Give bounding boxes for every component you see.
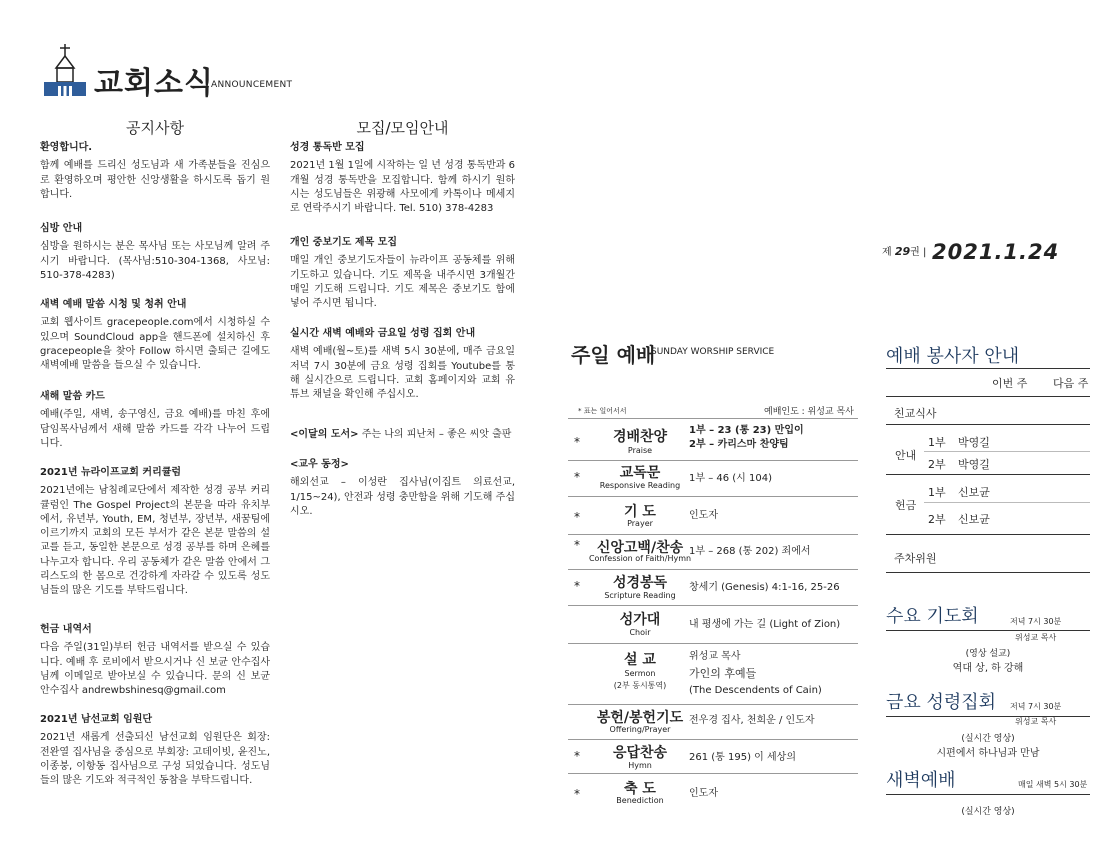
order-name: 설 교 <box>624 652 656 668</box>
notice-item <box>40 141 270 202</box>
guide-name: 박영길 <box>958 436 990 449</box>
order-content: (The Descendents of Cain) <box>689 685 822 696</box>
order-content: 1부 – 46 (시 104) <box>689 473 773 484</box>
notice-title: 환영합니다. <box>40 142 93 153</box>
service-title: 주일 예배 <box>571 343 656 367</box>
recruit-title: <교우 동정> <box>290 459 349 470</box>
order-content: 1부 – 23 (통 23) 만입이 <box>689 425 804 436</box>
order-row <box>568 535 858 570</box>
order-eng: Praise <box>627 446 653 455</box>
stand-marker: * <box>574 787 580 801</box>
volunteers-divider <box>886 368 1090 369</box>
book-of-month-label: <이달의 도서> <box>290 429 359 440</box>
notice-title: 심방 안내 <box>40 223 83 234</box>
church-logo <box>42 42 88 98</box>
notice-title: 새벽 예배 말씀 시청 및 청취 안내 <box>40 299 187 310</box>
friday-note: (실시간 영상) <box>961 734 1015 744</box>
order-content: 1부 – 268 (통 202) 죄에서 <box>689 546 811 557</box>
issue-label: 제 <box>882 247 892 258</box>
order-content: 2부 – 카리스마 찬양팀 <box>689 439 789 450</box>
recruit-item <box>290 141 515 216</box>
order-content: 인도자 <box>689 788 718 799</box>
notice-body: 다음 주일(31일)부터 헌금 내역서를 받으실 수 있습니다. 예배 후 로비에서 받으시거나 신 보균 안수집사님께 이메일로 받아보실 수 있습니다. 문의 신 보균 안수집사 andrewbshinesq@gmail.com <box>40 642 270 697</box>
order-eng: Benediction <box>616 796 664 805</box>
church-icon <box>42 42 88 98</box>
order-name: 축 도 <box>624 781 656 797</box>
order-eng: Hymn <box>628 761 652 770</box>
volunteers-subdivider <box>924 502 1090 503</box>
order-content: 위성교 목사 <box>689 651 741 662</box>
volunteers-divider <box>886 474 1090 475</box>
order-content: 261 (통 195) 이 세상의 <box>689 752 796 763</box>
notice-title: 헌금 내역서 <box>40 624 92 635</box>
issue-volume: 29 <box>894 245 911 258</box>
order-row <box>568 774 858 811</box>
order-content: 전우경 집사, 천희운 / 인도자 <box>689 715 815 726</box>
offering-name: 신보균 <box>958 513 990 526</box>
notice-item <box>40 298 270 373</box>
order-eng: Scripture Reading <box>604 591 676 600</box>
friday-title-text: 금요 성령집회 <box>886 692 997 713</box>
stand-marker: * <box>574 538 580 552</box>
order-row <box>568 644 858 705</box>
notice-body: 예배(주일, 새벽, 송구영신, 금요 예배)를 마친 후에 담임목사님께서 새해 말씀 카드를 각각 나누어 드립니다. <box>40 409 270 449</box>
offering-name: 신보균 <box>958 486 990 499</box>
recruit-item <box>290 327 515 402</box>
recruit-title: 성경 통독반 모집 <box>290 142 365 153</box>
order-eng: Prayer <box>627 519 653 528</box>
col-this-week: 이번 주 <box>992 377 1028 390</box>
order-name: 봉헌/봉헌기도 <box>596 710 684 726</box>
order-eng: Choir <box>629 628 651 637</box>
recruit-item <box>290 428 515 442</box>
notice-item <box>40 466 270 599</box>
issue-number <box>882 243 926 258</box>
recruit-heading: 모집/모임안내 <box>356 119 449 137</box>
dawn-time: 매일 새벽 5시 30분 <box>1018 780 1088 789</box>
order-name: 응답찬송 <box>612 745 668 761</box>
order-eng: Offering/Prayer <box>609 725 671 734</box>
service-subtitle: SUNDAY WORSHIP SERVICE <box>651 347 775 357</box>
offering-part: 2부 <box>928 513 946 526</box>
recruit-body: 매일 개인 중보기도자들이 뉴라이프 공동체를 위해 기도하고 있습니다. 기도 제목을 내주시면 3개월간 매일 기도해 드립니다. 기도 제목은 중보기도 함에 넣어 주시면 됩니다. <box>290 255 515 310</box>
order-name: 경배찬양 <box>612 429 668 445</box>
book-of-month-text: 주는 나의 피난처 – 좋은 씨앗 출판 <box>361 429 512 440</box>
page-subtitle: ANNOUNCEMENT <box>211 80 293 90</box>
notice-item <box>40 222 270 283</box>
volunteers-divider <box>886 424 1090 425</box>
stand-marker: * <box>574 470 580 484</box>
col-next-week: 다음 주 <box>1053 377 1089 390</box>
notice-item <box>40 623 270 698</box>
order-eng: Responsive Reading <box>599 481 681 490</box>
guide-name: 박영길 <box>958 458 990 471</box>
wednesday-title-text: 수요 기도회 <box>886 606 979 627</box>
service-stand-note: * 표는 일어서서 <box>578 407 627 415</box>
friday-content: 시편에서 하나님과 만남 <box>936 748 1040 759</box>
issue-suffix: 권 | <box>910 247 927 258</box>
order-row <box>568 606 858 644</box>
order-row <box>568 461 858 497</box>
recruit-body: 새벽 예배(월~토)를 새벽 5시 30분에, 매주 금요일 저녁 7시 30분에 금요 성령 집회를 Youtube를 통해 실시간으로 드립니다. 교회 홈페이지와 교회 유튜브 채널을 확인해 주십시오. <box>290 346 515 401</box>
order-row <box>568 570 858 606</box>
order-content: 내 평생에 가는 길 (Light of Zion) <box>689 619 841 630</box>
stand-marker: * <box>574 579 580 593</box>
volunteers-divider <box>886 572 1090 573</box>
dawn-title-text: 새벽예배 <box>886 770 956 791</box>
recruit-title: 개인 중보기도 제목 모집 <box>290 237 398 248</box>
volunteers-title: 예배 봉사자 안내 <box>886 346 1020 367</box>
order-row <box>568 419 858 461</box>
recruit-title: 실시간 새벽 예배와 금요일 성령 집회 안내 <box>290 328 476 339</box>
notice-body: 심방을 원하시는 분은 목사님 또는 사모님께 알려 주시기 바랍니다. (목사님:510-304-1368, 사모님: 510-378-4283) <box>40 241 270 281</box>
fellowship-label: 친교식사 <box>894 407 937 420</box>
notices-heading: 공지사항 <box>126 119 184 137</box>
wednesday-content: 역대 상, 하 강해 <box>952 663 1024 674</box>
offering-part: 1부 <box>928 486 946 499</box>
guide-part: 2부 <box>928 458 946 471</box>
guide-label: 안내 <box>895 449 917 462</box>
order-eng: Sermon <box>624 669 656 678</box>
order-row <box>568 740 858 774</box>
order-name: 성경봉독 <box>612 575 668 591</box>
notice-title: 2021년 남선교회 임원단 <box>40 714 153 725</box>
notice-item <box>40 390 270 451</box>
notice-title: 2021년 뉴라이프교회 커리큘럼 <box>40 467 182 478</box>
order-name: 신앙고백/찬송 <box>596 540 684 556</box>
page-title: 교회소식 <box>94 66 214 101</box>
service-leader: 예배인도 : 위성교 목사 <box>764 407 854 417</box>
volunteers-divider <box>886 534 1090 535</box>
wednesday-time: 저녁 7시 30분 <box>1010 617 1062 626</box>
notice-body: 2021년에는 남침례교단에서 제작한 성경 공부 커리큘럼인 The Gospel Project의 본문을 따라 유치부에서, 유년부, Youth, EM, 청년부, 장년부, 새꿈팀에 이르기까지 교회의 모든 부서가 같은 본문 말씀의 설교를 듣고, 동일한 본문으로 성경 공부를 하며 은혜를 나누고자 합니다. 우리 공동체가 같은 말씀 안에서 그리스도의 한 몸으로 건강하게 자라갈 수 있도록 성도님들의 많은 기도를 부탁드립니다. <box>40 485 270 597</box>
order-eng-note: (2부 동시통역) <box>613 681 667 690</box>
order-content: 창세기 (Genesis) 4:1-16, 25-26 <box>689 582 840 593</box>
parking-label: 주차위원 <box>894 552 937 565</box>
order-name: 성가대 <box>619 612 661 628</box>
wednesday-note: (영상 설교) <box>965 649 1011 659</box>
offering-label: 헌금 <box>895 499 917 512</box>
friday-leader: 위성교 목사 <box>1015 717 1057 726</box>
notice-body: 함께 예배를 드리신 성도님과 새 가족분들을 진심으로 환영하오며 평안한 신앙생활을 하시도록 돕기 원합니다. <box>40 160 270 200</box>
notice-title: 새해 말씀 카드 <box>40 391 105 402</box>
wednesday-leader: 위성교 목사 <box>1015 633 1057 642</box>
recruit-body: 2021년 1월 1일에 시작하는 일 년 성경 통독반과 6개월 성경 통독반을 모집합니다. 함께 하시기 원하시는 성도님들은 위광해 사모에게 카톡이나 메세지로 연락주시기 바랍니다. Tel. 510) 378-4283 <box>290 160 515 215</box>
order-row <box>568 705 858 740</box>
volunteers-subdivider <box>924 451 1090 452</box>
stand-marker: * <box>574 435 580 449</box>
bulletin-date: 2021.1.24 <box>932 240 1060 264</box>
recruit-body: 해외선교 – 이성란 집사님(이집트 의료선교, 1/15~24), 안전과 성령 충만함을 위해 기도해 주십시오. <box>290 477 515 517</box>
order-content: 가인의 후예들 <box>689 667 757 680</box>
dawn-note: (실시간 영상) <box>961 807 1015 817</box>
notice-body: 교회 웹사이트 gracepeople.com에서 시청하실 수 있으며 SoundCloud app을 핸드폰에 설치하신 후 gracepeople을 찾아 Follow 하시면 출퇴근 길에도 새벽예배 말씀을 들으실 수 있습니다. <box>40 317 270 372</box>
friday-time: 저녁 7시 30분 <box>1010 702 1062 711</box>
guide-part: 1부 <box>928 436 946 449</box>
order-eng: Confession of Faith/Hymn <box>588 554 692 563</box>
notice-body: 2021년 새롭게 선출되신 남선교회 임원단은 회장: 전완열 집사님을 중심으로 부회장: 고데이빗, 윤진노, 이종붕, 이항동 집사님으로 구성 되었습니다. 성도님들의 많은 기도와 적극적인 동참을 부탁드립니다. <box>40 732 270 787</box>
notice-item <box>40 713 270 788</box>
volunteers-divider <box>886 396 1090 397</box>
order-content: 인도자 <box>689 510 718 521</box>
stand-marker: * <box>574 749 580 763</box>
order-name: 교독문 <box>619 465 661 481</box>
order-name: 기 도 <box>624 504 656 520</box>
order-row <box>568 497 858 535</box>
stand-marker: * <box>574 510 580 524</box>
recruit-item <box>290 458 515 519</box>
recruit-item <box>290 236 515 311</box>
